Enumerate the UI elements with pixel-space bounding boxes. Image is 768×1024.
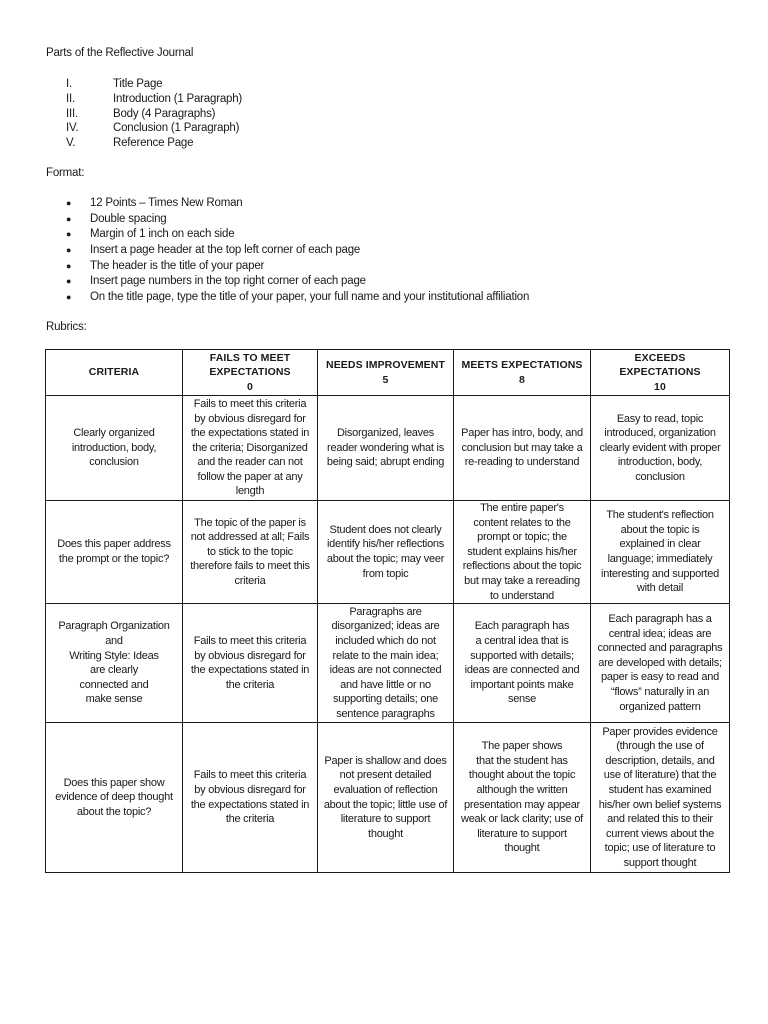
criteria-cell: Paragraph Organization and Writing Style: Ideas are clearly connected and make sense (46, 604, 183, 723)
list-item (66, 136, 242, 151)
list-item-label: Conclusion (1 Paragraph) (113, 122, 240, 135)
list-item (66, 92, 242, 107)
table-cell: Fails to meet this criteria by obvious disregard for the expectations stated in the criteria; Disorganized and the reader can not follow the paper at any length (183, 396, 318, 501)
format-list (66, 196, 529, 306)
table-row (46, 604, 730, 723)
table-cell: Paragraphs are disorganized; ideas are included which do not relate to the main idea; ideas are not connected and have little or no supporting details; one sentence paragraphs (318, 604, 454, 723)
table-row (46, 396, 730, 501)
list-item (66, 290, 529, 306)
table-cell: The topic of the paper is not addressed at all; Fails to stick to the topic therefore fails to meet this criteria (183, 501, 318, 604)
criteria-cell: Does this paper show evidence of deep thought about the topic? (46, 723, 183, 873)
list-number: II. (66, 92, 75, 105)
table-cell: Each paragraph has a central idea that is supported with details; ideas are connected and important points make sense (454, 604, 591, 723)
table-cell: Paper provides evidence (through the use of description, details, and use of literature) that the student has examined his/her own belief systems and related this to their current views about the topic; use of literature to support thought (591, 723, 730, 873)
table-cell: Paper has intro, body, and conclusion but may take a re-reading to understand (454, 396, 591, 501)
bullet-icon: ● (66, 260, 72, 271)
list-number: IV. (66, 122, 79, 135)
list-item (66, 212, 529, 228)
criteria-cell: Does this paper address the prompt or the topic? (46, 501, 183, 604)
bullet-icon: ● (66, 292, 72, 303)
table-cell: Paper is shallow and does not present detailed evaluation of reflection about the topic; little use of literature to support thought (318, 723, 454, 873)
list-item (66, 121, 242, 136)
list-item (66, 196, 529, 212)
table-cell: Fails to meet this criteria by obvious disregard for the expectations stated in the criteria (183, 604, 318, 723)
list-item-label: Double spacing (90, 212, 167, 225)
list-item (66, 259, 529, 275)
table-header-row (46, 350, 730, 396)
table-cell: Easy to read, topic introduced, organization clearly evident with proper introduction, body, conclusion (591, 396, 730, 501)
column-header-meets: MEETS EXPECTATIONS 8 (454, 350, 591, 396)
bullet-icon: ● (66, 229, 72, 240)
bullet-icon: ● (66, 245, 72, 256)
criteria-cell: Clearly organized introduction, body, conclusion (46, 396, 183, 501)
parts-list (66, 77, 242, 151)
list-number: V. (66, 137, 76, 150)
list-item (66, 274, 529, 290)
column-header-criteria: CRITERIA (46, 350, 183, 396)
list-item-label: Introduction (1 Paragraph) (113, 92, 243, 105)
list-item (66, 243, 529, 259)
bullet-icon: ● (66, 198, 72, 208)
list-item-label: Insert a page header at the top left corner of each page (90, 244, 361, 257)
table-cell: The paper shows that the student has thought about the topic although the written presentation may appear weak or lack clarity; use of literature to support thought (454, 723, 591, 873)
table-cell: Fails to meet this criteria by obvious disregard for the expectations stated in the criteria (183, 723, 318, 873)
column-header-exceeds: EXCEEDS EXPECTATIONS 10 (591, 350, 730, 396)
list-item-label: 12 Points – Times New Roman (90, 197, 243, 209)
list-item (66, 227, 529, 243)
format-heading: Format: (46, 167, 85, 179)
list-number: III. (66, 107, 78, 120)
table-cell: The student's reflection about the topic is explained in clear language; immediately interesting and supported with detail (591, 501, 730, 604)
table-cell: Each paragraph has a central idea; ideas are connected and paragraphs are developed with details; paper is easy to read and “flows” naturally in an organized pattern (591, 604, 730, 723)
list-item-label: Reference Page (113, 137, 194, 150)
list-item-label: On the title page, type the title of your paper, your full name and your institutional affiliation (90, 291, 530, 304)
document-title: Parts of the Reflective Journal (46, 47, 194, 59)
table-row (46, 723, 730, 873)
table-cell: The entire paper's content relates to the prompt or topic; the student explains his/her reflections about the topic but may take a rereading to understand (454, 501, 591, 604)
list-item-label: The header is the title of your paper (90, 259, 265, 272)
list-item-label: Title Page (113, 78, 163, 90)
column-header-needs-improvement: NEEDS IMPROVEMENT 5 (318, 350, 454, 396)
rubric-table (45, 349, 730, 873)
list-item (66, 77, 242, 92)
list-item-label: Margin of 1 inch on each side (90, 228, 235, 241)
list-item (66, 107, 242, 122)
table-cell: Student does not clearly identify his/her reflections about the topic; may veer from topic (318, 501, 454, 604)
table-row (46, 501, 730, 604)
bullet-icon: ● (66, 213, 72, 224)
list-number: I. (66, 78, 72, 90)
list-item-label: Insert page numbers in the top right corner of each page (90, 275, 366, 288)
list-item-label: Body (4 Paragraphs) (113, 107, 216, 120)
table-cell: Disorganized, leaves reader wondering what is being said; abrupt ending (318, 396, 454, 501)
bullet-icon: ● (66, 276, 72, 287)
rubrics-heading: Rubrics: (46, 321, 87, 333)
column-header-fails: FAILS TO MEET EXPECTATIONS 0 (183, 350, 318, 396)
